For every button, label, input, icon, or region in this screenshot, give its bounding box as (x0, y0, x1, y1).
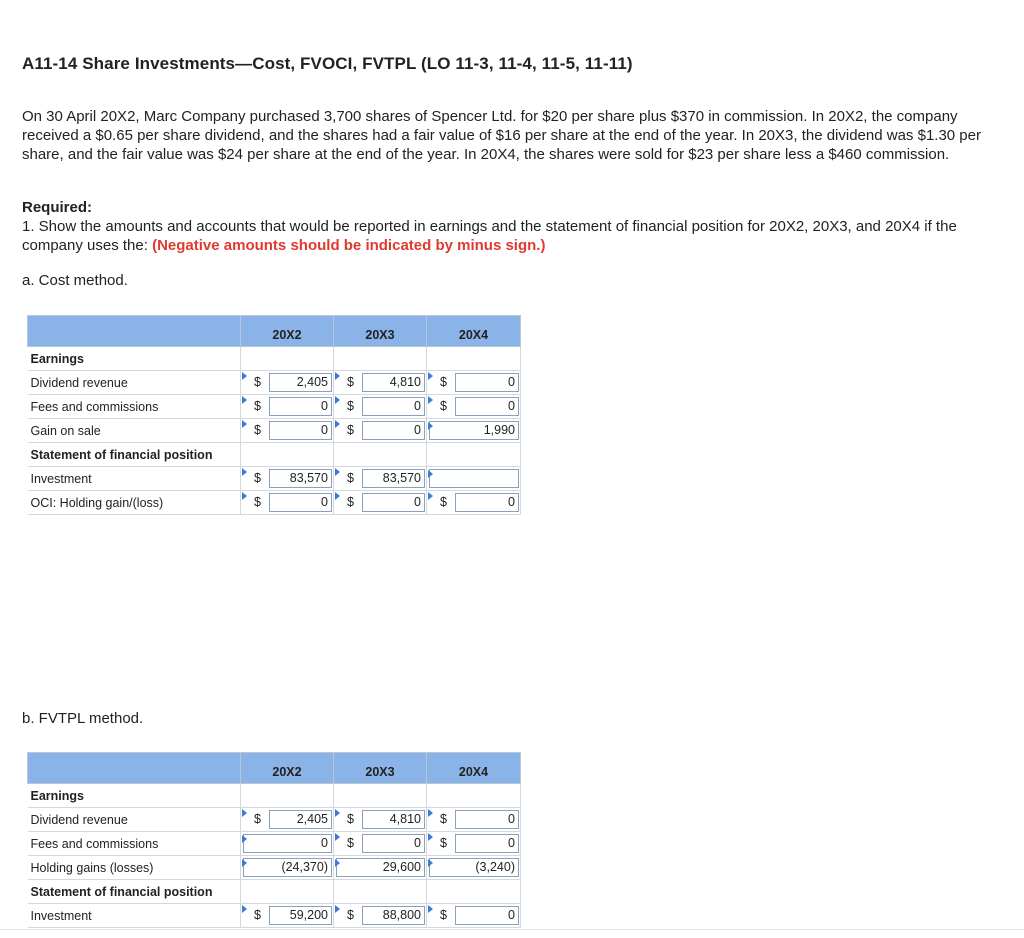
value-cell (241, 419, 334, 443)
dollar-sign: $ (254, 812, 261, 826)
answer-input[interactable]: 0 (455, 810, 519, 829)
answer-flag-icon (428, 833, 433, 841)
header-row (28, 753, 521, 784)
section-row (28, 443, 521, 467)
answer-cell (427, 395, 520, 418)
value-cell (334, 419, 427, 443)
value-cell (334, 856, 427, 880)
row-label: Investment (28, 904, 241, 928)
answer-input[interactable]: 0 (455, 906, 519, 925)
table-row (28, 904, 521, 928)
answer-cell (241, 395, 333, 418)
value-cell (334, 491, 427, 515)
answer-input[interactable]: 0 (362, 834, 425, 853)
answer-cell (241, 467, 333, 490)
value-cell (427, 904, 521, 928)
answer-input[interactable]: 1,990 (429, 421, 519, 440)
value-cell (334, 395, 427, 419)
answer-cell (427, 467, 520, 490)
dollar-sign: $ (254, 471, 261, 485)
answer-input[interactable]: 0 (455, 397, 519, 416)
cost-method-caption: a. Cost method. (22, 272, 128, 289)
answer-input[interactable]: 4,810 (362, 373, 425, 392)
row-label: Fees and commissions (28, 395, 241, 419)
section-row (28, 880, 521, 904)
table-row (28, 491, 521, 515)
year-header-20x2: 20X2 (241, 753, 334, 784)
answer-flag-icon (428, 396, 433, 404)
section-blank-cell (241, 347, 334, 371)
dollar-sign: $ (440, 375, 447, 389)
answer-input[interactable]: 59,200 (269, 906, 332, 925)
value-cell (241, 371, 334, 395)
answer-flag-icon (335, 809, 340, 817)
answer-input[interactable]: 29,600 (336, 858, 425, 877)
answer-flag-icon (428, 859, 433, 867)
answer-cell (427, 371, 520, 394)
answer-input[interactable]: 0 (455, 493, 519, 512)
footer-divider (0, 929, 1024, 930)
answer-cell (334, 832, 426, 855)
answer-flag-icon (335, 492, 340, 500)
answer-input[interactable]: 0 (269, 493, 332, 512)
answer-cell (334, 419, 426, 442)
row-label: Investment (28, 467, 241, 491)
section-blank-cell (334, 347, 427, 371)
value-cell (427, 395, 521, 419)
answer-input[interactable]: (24,370) (243, 858, 332, 877)
value-cell (427, 832, 521, 856)
answer-cell (334, 395, 426, 418)
answer-cell (427, 491, 520, 514)
answer-cell (334, 467, 426, 490)
answer-flag-icon (428, 492, 433, 500)
dollar-sign: $ (254, 423, 261, 437)
value-cell (334, 371, 427, 395)
answer-cell (241, 808, 333, 831)
answer-input[interactable]: 0 (362, 397, 425, 416)
answer-input[interactable]: 0 (269, 397, 332, 416)
answer-input[interactable]: 83,570 (269, 469, 332, 488)
dollar-sign: $ (254, 375, 261, 389)
answer-cell (427, 808, 520, 831)
value-cell (334, 832, 427, 856)
header-blank (28, 316, 241, 347)
dollar-sign: $ (254, 495, 261, 509)
answer-input[interactable]: 0 (362, 493, 425, 512)
row-label: OCI: Holding gain/(loss) (28, 491, 241, 515)
section-blank-cell (334, 443, 427, 467)
section-label: Statement of financial position (28, 880, 241, 904)
dollar-sign: $ (254, 908, 261, 922)
dollar-sign: $ (254, 399, 261, 413)
answer-input[interactable]: 0 (362, 421, 425, 440)
dollar-sign: $ (440, 836, 447, 850)
row-label: Fees and commissions (28, 832, 241, 856)
value-cell (427, 419, 521, 443)
answer-cell (241, 832, 333, 855)
answer-flag-icon (335, 905, 340, 913)
answer-flag-icon (335, 468, 340, 476)
value-cell (427, 491, 521, 515)
answer-cell (427, 904, 520, 927)
answer-input[interactable]: 2,405 (269, 810, 332, 829)
row-label: Holding gains (losses) (28, 856, 241, 880)
header-blank (28, 753, 241, 784)
table-row (28, 832, 521, 856)
answer-input[interactable]: 2,405 (269, 373, 332, 392)
answer-cell (241, 856, 333, 879)
dollar-sign: $ (347, 495, 354, 509)
value-cell (241, 467, 334, 491)
problem-title: A11-14 Share Investments—Cost, FVOCI, FVTPL (LO 11-3, 11-4, 11-5, 11-11) (22, 54, 633, 73)
year-header-20x4: 20X4 (427, 753, 521, 784)
year-header-20x3: 20X3 (334, 753, 427, 784)
value-cell (334, 808, 427, 832)
answer-flag-icon (428, 372, 433, 380)
dollar-sign: $ (440, 399, 447, 413)
value-cell (334, 467, 427, 491)
dollar-sign: $ (347, 423, 354, 437)
answer-flag-icon (335, 396, 340, 404)
dollar-sign: $ (347, 812, 354, 826)
answer-flag-icon (242, 835, 247, 843)
answer-flag-icon (335, 420, 340, 428)
answer-input[interactable]: 88,800 (362, 906, 425, 925)
required-text (22, 217, 997, 255)
value-cell (241, 904, 334, 928)
value-cell (427, 371, 521, 395)
answer-cell (427, 856, 520, 879)
value-cell (427, 856, 521, 880)
answer-flag-icon (242, 859, 247, 867)
answer-flag-icon (242, 420, 247, 428)
answer-input[interactable]: 0 (455, 834, 519, 853)
section-label: Statement of financial position (28, 443, 241, 467)
year-header-20x3: 20X3 (334, 316, 427, 347)
table-row (28, 808, 521, 832)
required-heading: Required: (22, 199, 93, 216)
answer-input[interactable]: 4,810 (362, 810, 425, 829)
section-row (28, 784, 521, 808)
answer-cell (334, 856, 426, 879)
answer-input[interactable]: 0 (455, 373, 519, 392)
dollar-sign: $ (347, 908, 354, 922)
answer-flag-icon (242, 396, 247, 404)
value-cell (241, 395, 334, 419)
answer-flag-icon (242, 809, 247, 817)
answer-input[interactable]: 83,570 (362, 469, 425, 488)
answer-flag-icon (428, 470, 433, 478)
value-cell (334, 904, 427, 928)
answer-cell (241, 491, 333, 514)
section-blank-cell (241, 784, 334, 808)
section-blank-cell (334, 784, 427, 808)
section-label: Earnings (28, 784, 241, 808)
answer-flag-icon (335, 859, 340, 867)
section-blank-cell (427, 443, 521, 467)
negative-note: (Negative amounts should be indicated by minus sign.) (152, 237, 546, 254)
answer-cell (427, 832, 520, 855)
answer-input[interactable] (429, 469, 519, 488)
required-instruction: 1. Show the amounts and accounts that would be reported in earnings and the statement of financial position for 20X2, 20X3, and 20X4 if the company uses the: (22, 218, 957, 254)
answer-flag-icon (428, 905, 433, 913)
answer-cell (241, 904, 333, 927)
answer-cell (241, 371, 333, 394)
fvtpl-method-table (27, 752, 521, 928)
value-cell (427, 467, 521, 491)
dollar-sign: $ (440, 495, 447, 509)
table-row (28, 856, 521, 880)
fvtpl-method-caption: b. FVTPL method. (22, 710, 144, 727)
dollar-sign: $ (440, 812, 447, 826)
value-cell (427, 808, 521, 832)
dollar-sign: $ (440, 908, 447, 922)
answer-flag-icon (242, 905, 247, 913)
row-label: Gain on sale (28, 419, 241, 443)
answer-cell (334, 491, 426, 514)
section-blank-cell (241, 443, 334, 467)
answer-flag-icon (335, 372, 340, 380)
value-cell (241, 856, 334, 880)
section-blank-cell (427, 784, 521, 808)
section-blank-cell (334, 880, 427, 904)
answer-cell (427, 419, 520, 442)
answer-cell (334, 808, 426, 831)
answer-input[interactable]: (3,240) (429, 858, 519, 877)
dollar-sign: $ (347, 836, 354, 850)
answer-flag-icon (242, 372, 247, 380)
answer-cell (334, 371, 426, 394)
dollar-sign: $ (347, 375, 354, 389)
answer-flag-icon (335, 833, 340, 841)
answer-input[interactable]: 0 (269, 421, 332, 440)
header-row (28, 316, 521, 347)
dollar-sign: $ (347, 399, 354, 413)
answer-flag-icon (428, 422, 433, 430)
answer-flag-icon (428, 809, 433, 817)
answer-input[interactable]: 0 (243, 834, 332, 853)
section-label: Earnings (28, 347, 241, 371)
cost-method-table (27, 315, 521, 515)
section-blank-cell (427, 347, 521, 371)
table-row (28, 467, 521, 491)
answer-cell (241, 419, 333, 442)
table-row (28, 395, 521, 419)
section-row (28, 347, 521, 371)
problem-paragraph: On 30 April 20X2, Marc Company purchased 3,700 shares of Spencer Ltd. for $20 per share plus $370 in commission. In 20X2, the company received a $0.65 per share dividend, and the shares had a fair value of $16 per share at the end of the year. In 20X3, the dividend was $1.30 per share, and the fair value was $24 per share at the end of the year. In 20X4, the shares were sold for $23 per share less a $460 commission. (22, 108, 981, 163)
answer-flag-icon (242, 468, 247, 476)
section-blank-cell (427, 880, 521, 904)
answer-flag-icon (242, 492, 247, 500)
table-row (28, 371, 521, 395)
table-row (28, 419, 521, 443)
section-blank-cell (241, 880, 334, 904)
row-label: Dividend revenue (28, 808, 241, 832)
row-label: Dividend revenue (28, 371, 241, 395)
value-cell (241, 832, 334, 856)
answer-cell (334, 904, 426, 927)
year-header-20x4: 20X4 (427, 316, 521, 347)
value-cell (241, 491, 334, 515)
dollar-sign: $ (347, 471, 354, 485)
value-cell (241, 808, 334, 832)
year-header-20x2: 20X2 (241, 316, 334, 347)
